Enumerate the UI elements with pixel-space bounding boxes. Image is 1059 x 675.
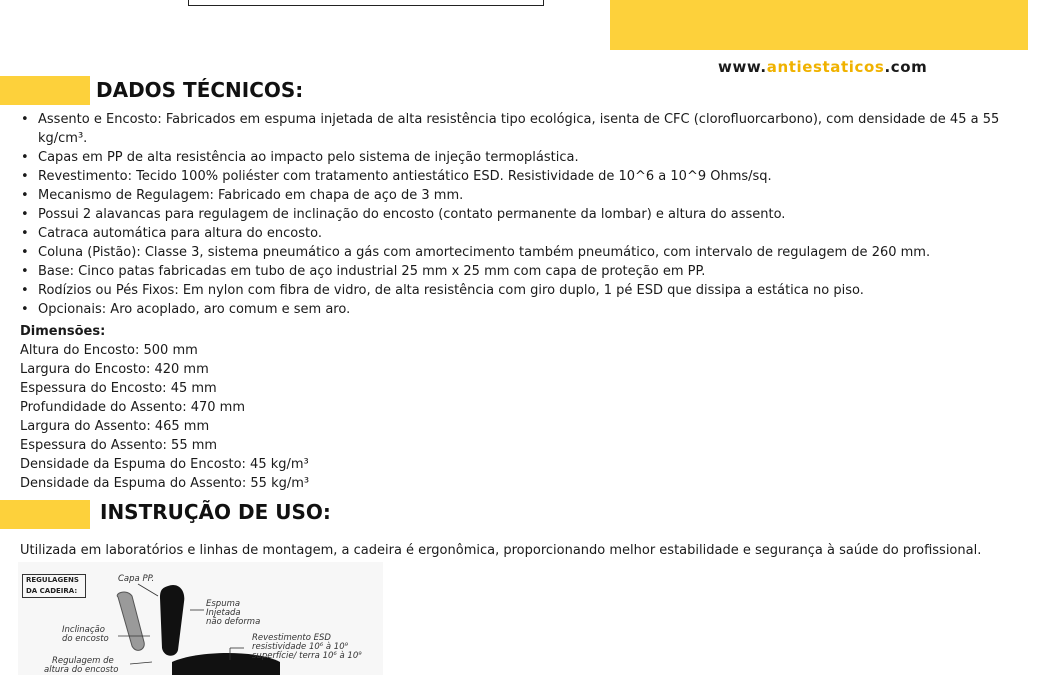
label-revest-3: superfície/ terra 10⁶ à 10⁹ — [252, 651, 362, 661]
header-banner — [610, 0, 1028, 50]
list-item — [38, 281, 1048, 300]
section-title-instrucao: INSTRUÇÃO DE USO: — [100, 500, 331, 524]
backrest-foam-shape — [160, 585, 184, 656]
label-espuma-2: Injetada — [206, 608, 241, 618]
spec-text: • Base: Cinco patas fabricadas em tubo de aço industrial 25 mm x 25 mm com capa de proteção em PP. — [38, 264, 706, 279]
website-prefix: www. — [718, 58, 767, 76]
chair-diagram — [18, 562, 383, 675]
label-regulagem-2: altura do encosto — [44, 665, 119, 675]
dimension-line: Largura do Assento: 465 mm — [20, 419, 210, 434]
dimensions-block — [20, 322, 309, 493]
spec-text: • Revestimento: Tecido 100% poliéster com tratamento antiestático ESD. Resistividade de 10^6 a 10^9 Ohms/sq. — [38, 169, 772, 184]
spec-text: • Mecanismo de Regulagem: Fabricado em chapa de aço de 3 mm. — [38, 188, 464, 203]
spec-text: • Coluna (Pistão): Classe 3, sistema pneumático a gás com amortecimento também pneumático, com intervalo de regulagem de 260 mm. — [38, 245, 931, 260]
list-item — [38, 110, 1048, 148]
list-item — [38, 167, 1048, 186]
label-revest-2: resistividade 10⁶ à 10⁹ — [252, 642, 349, 652]
section-bar-dados — [0, 76, 90, 105]
label-inclinacao-2: do encosto — [62, 634, 109, 644]
dimension-line: Densidade da Espuma do Encosto: 45 kg/m³ — [20, 457, 309, 472]
dimension-line: Largura do Encosto: 420 mm — [20, 362, 209, 377]
list-item — [38, 224, 1048, 243]
label-espuma-1: Espuma — [206, 599, 241, 609]
top-frame — [188, 0, 544, 6]
label-revest-1: Revestimento ESD — [252, 633, 331, 643]
spec-text: • Possui 2 alavancas para regulagem de inclinação do encosto (contato permanente da lombar) e altura do assento. — [38, 207, 786, 222]
spec-text: • Opcionais: Aro acoplado, aro comum e sem aro. — [38, 302, 351, 317]
list-item — [38, 148, 1048, 167]
dimension-line: Espessura do Encosto: 45 mm — [20, 381, 217, 396]
dimensions-title: Dimensões: — [20, 324, 106, 339]
list-item — [38, 300, 1048, 319]
pointer-line — [130, 662, 152, 664]
label-capa: Capa PP. — [118, 574, 155, 584]
usage-text: Utilizada em laboratórios e linhas de montagem, a cadeira é ergonômica, proporcionando melhor estabilidade e segurança à saúde do profissional. — [20, 543, 982, 558]
pointer-line — [138, 584, 158, 596]
website-url[interactable] — [718, 58, 927, 76]
label-espuma-3: não deforma — [206, 617, 261, 627]
section-title-dados: DADOS TÉCNICOS: — [96, 78, 304, 102]
diagram-tag-line2: DA CADEIRA: — [26, 587, 78, 595]
list-item — [38, 205, 1048, 224]
spec-text: • Catraca automática para altura do encosto. — [38, 226, 322, 241]
spec-text: • Capas em PP de alta resistência ao impacto pelo sistema de injeção termoplástica. — [38, 150, 579, 165]
section-bar-instrucao — [0, 500, 90, 529]
diagram-tag-line1: REGULAGENS — [26, 576, 79, 584]
spec-text: • Assento e Encosto: Fabricados em espuma injetada de alta resistência tipo ecológica, isenta de CFC (clorofluorcarbono), com densidade de 45 a 55 kg/cm³. — [38, 112, 1000, 146]
backrest-shape — [117, 592, 144, 650]
label-regulagem-1: Regulagem de — [52, 656, 114, 666]
list-item — [38, 243, 1048, 262]
list-item — [38, 186, 1048, 205]
list-item — [38, 262, 1048, 281]
dimension-line: Altura do Encosto: 500 mm — [20, 343, 198, 358]
dimension-line: Densidade da Espuma do Assento: 55 kg/m³ — [20, 476, 310, 491]
website-suffix: .com — [884, 58, 928, 76]
website-brand: antiestaticos — [766, 58, 885, 76]
dimension-line: Espessura do Assento: 55 mm — [20, 438, 218, 453]
dimension-line: Profundidade do Assento: 470 mm — [20, 400, 245, 415]
spec-text: • Rodízios ou Pés Fixos: Em nylon com fibra de vidro, de alta resistência com giro duplo, 1 pé ESD que dissipa a estática no piso. — [38, 283, 864, 298]
label-inclinacao-1: Inclinação — [62, 625, 105, 635]
spec-list — [20, 110, 1048, 319]
